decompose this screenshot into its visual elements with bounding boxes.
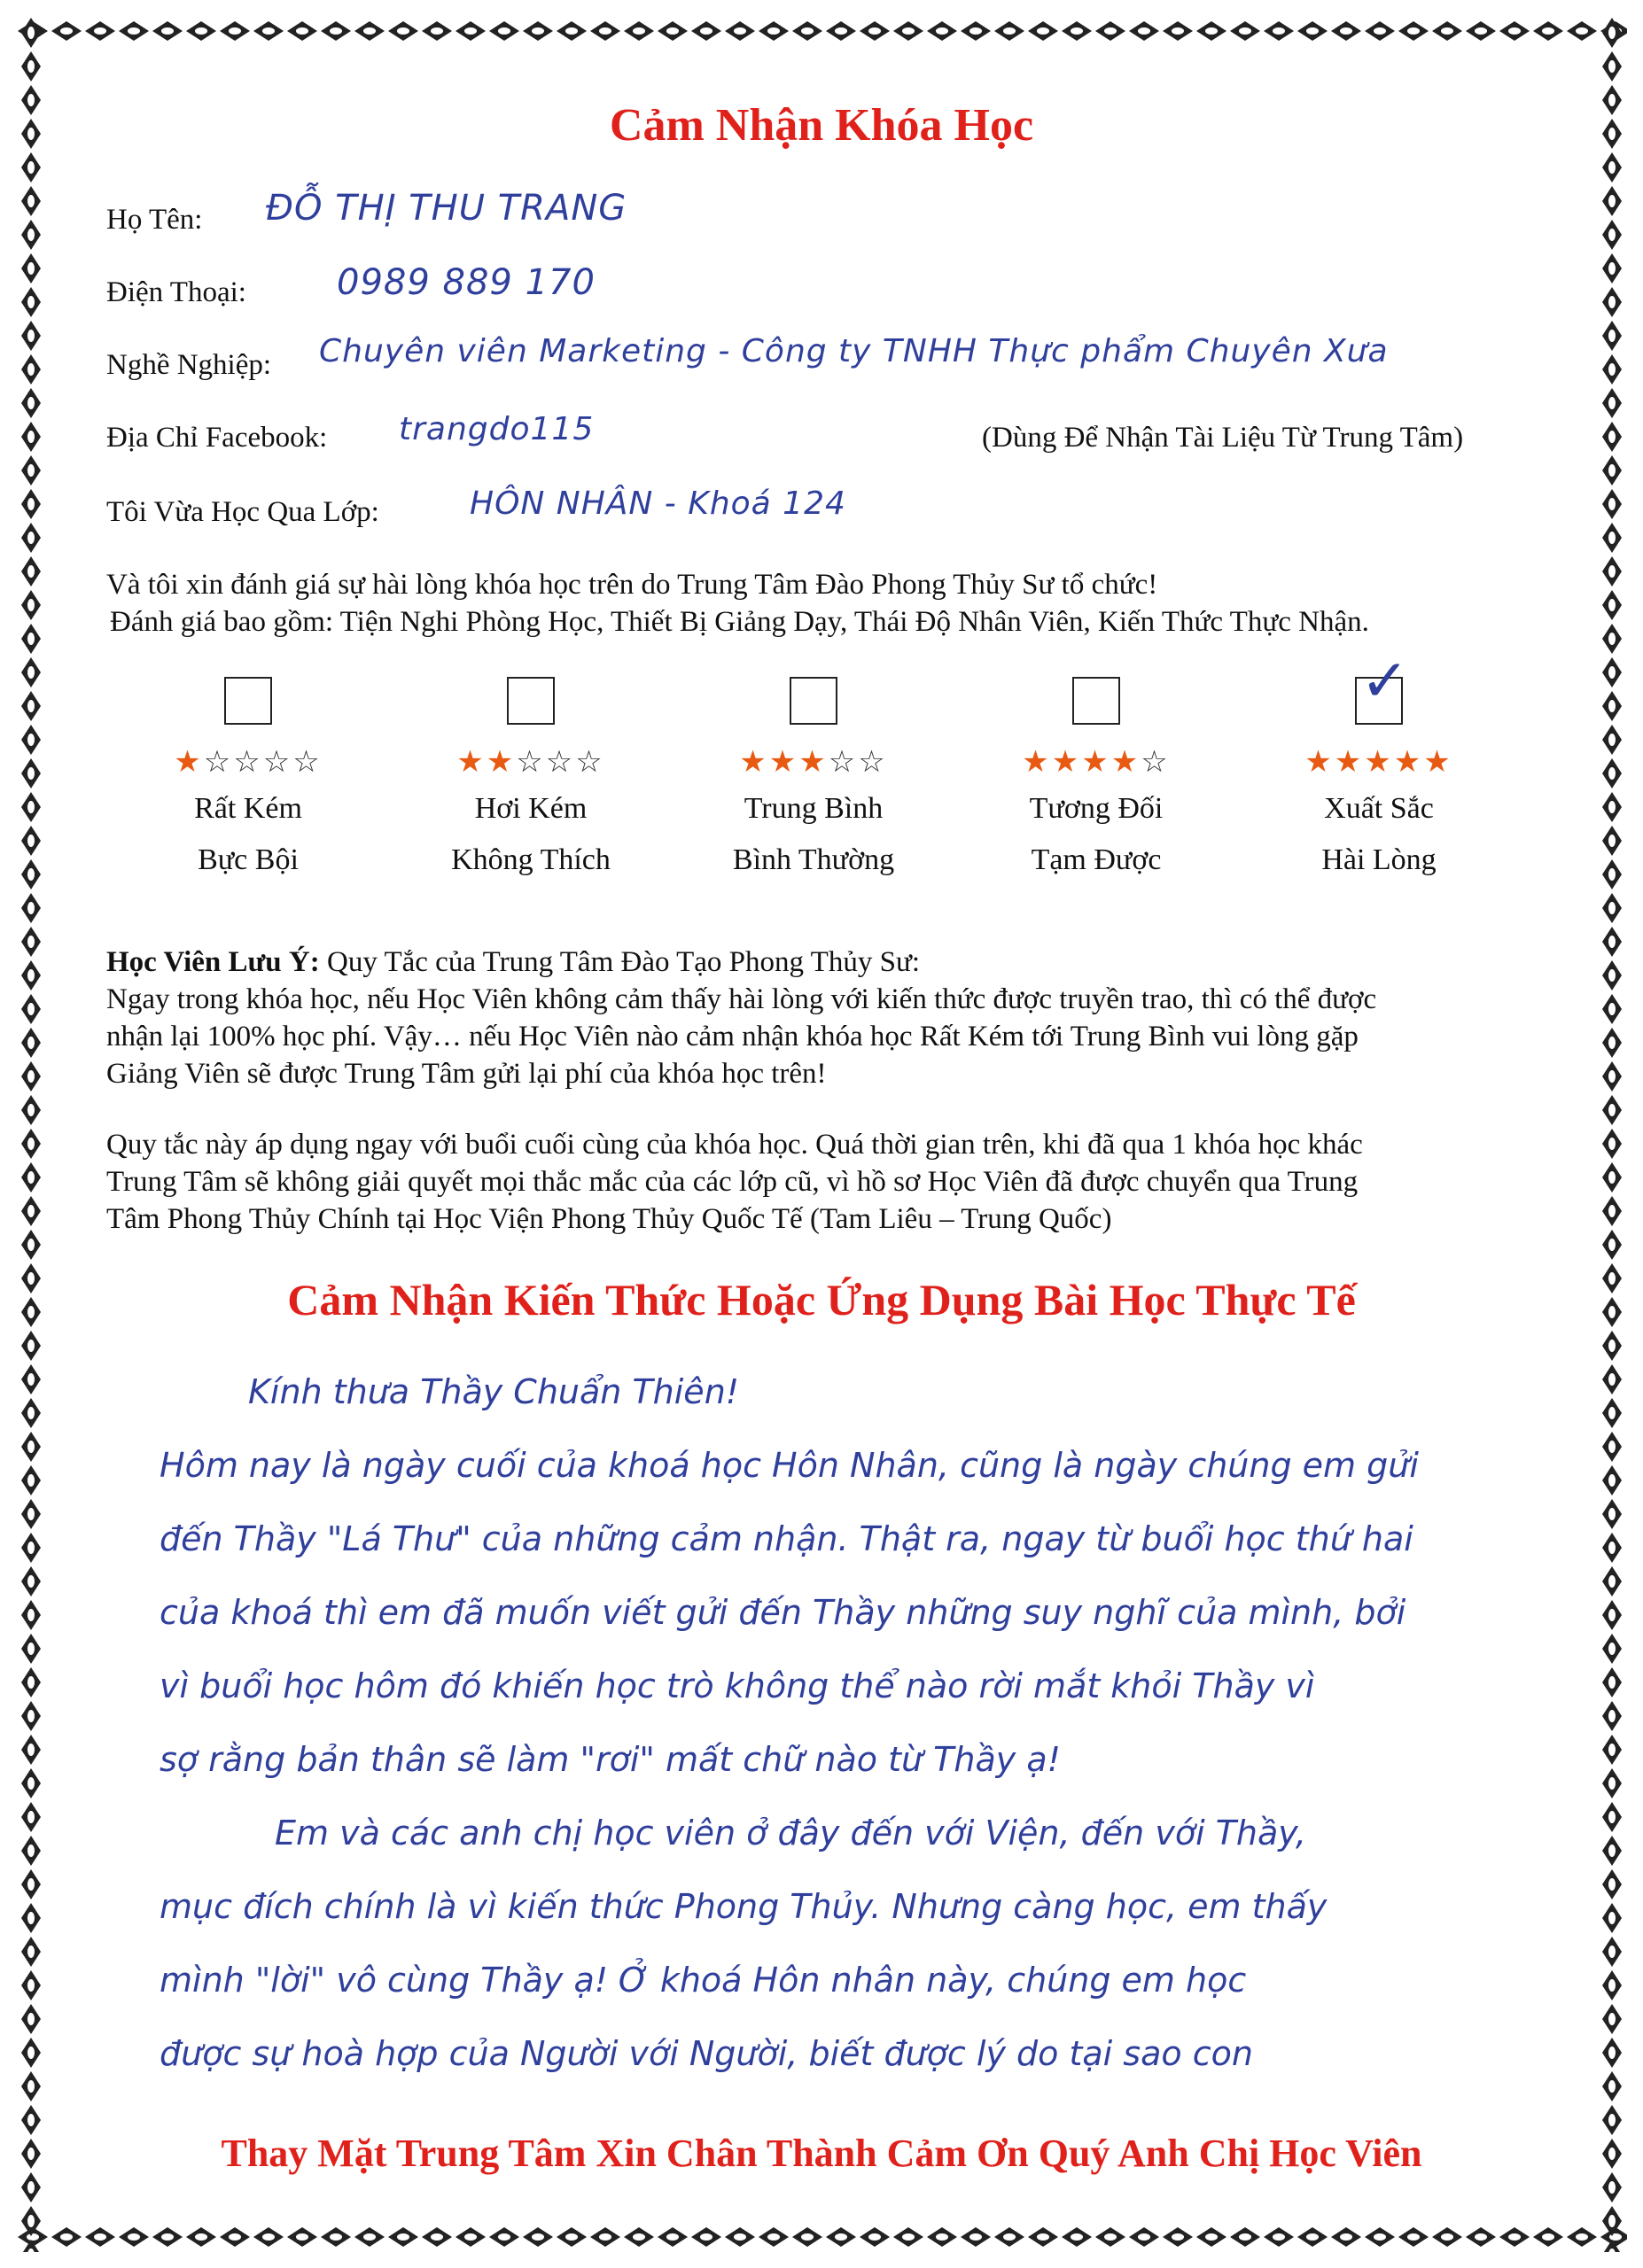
- name-label: Họ Tên:: [106, 204, 203, 236]
- notice-p2-line2: Trung Tâm sẽ không giải quyết mọi thắc mắc của các lớp cũ, vì hồ sơ Học Viên đã được chuyển qua Trung: [106, 1166, 1359, 1198]
- star-rating-1: ★☆☆☆☆: [174, 744, 323, 780]
- notice-p2-line3: Tâm Phong Thủy Chính tại Học Viện Phong Thủy Quốc Tế (Tam Liêu – Trung Quốc): [106, 1203, 1112, 1235]
- facebook-label: Địa Chỉ Facebook:: [106, 422, 328, 454]
- rating-checkbox-1[interactable]: [224, 677, 272, 725]
- rating-checkbox-5[interactable]: [1355, 647, 1410, 725]
- letter-line: đến Thầy "Lá Thư" của những cảm nhận. Thật ra, ngay từ buổi học thứ hai: [160, 1519, 1413, 1558]
- letter-line: sợ rằng bản thân sẽ làm "rơi" mất chữ nào từ Thầy ạ!: [160, 1740, 1061, 1779]
- star-rating-3: ★★★☆☆: [739, 744, 888, 780]
- letter-line: vì buổi học hôm đó khiến học trò không thể nào rời mắt khỏi Thầy vì: [160, 1666, 1315, 1705]
- footer-thanks: Thay Mặt Trung Tâm Xin Chân Thành Cảm Ơn Quý Anh Chị Học Viên: [221, 2132, 1422, 2175]
- star-rating-2: ★★☆☆☆: [456, 744, 605, 780]
- star-rating-4: ★★★★☆: [1022, 744, 1171, 780]
- notice-p1-line1: Ngay trong khóa học, nếu Học Viên không cảm thấy hài lòng với kiến thức được truyền trao, thì có thể được: [106, 983, 1377, 1015]
- rating-intro-line2: Đánh giá bao gồm: Tiện Nghi Phòng Học, Thiết Bị Giảng Dạy, Thái Độ Nhân Viên, Kiến Thức Thực Nhận.: [110, 606, 1369, 638]
- rating-option-4[interactable]: [950, 677, 1242, 877]
- rating-label-4: Tương Đối: [1029, 792, 1164, 825]
- class-value[interactable]: HÔN NHÂN - Khoá 124: [470, 485, 846, 522]
- letter-line: mình "lời" vô cùng Thầy ạ! Ở khoá Hôn nhân này, chúng em học: [160, 1961, 1247, 2000]
- letter-line: Hôm nay là ngày cuối của khoá học Hôn Nhân, cũng là ngày chúng em gửi: [160, 1446, 1419, 1485]
- rating-checkbox-3[interactable]: [790, 677, 837, 725]
- section-title: Cảm Nhận Kiến Thức Hoặc Ứng Dụng Bài Học Thực Tế: [287, 1275, 1356, 1324]
- job-label: Nghề Nghiệp:: [106, 349, 272, 381]
- star-rating-5: ★★★★★: [1304, 744, 1453, 780]
- rating-label-3: Trung Bình: [744, 792, 884, 825]
- notice-p1-line2: nhận lại 100% học phí. Vậy… nếu Học Viên nào cảm nhận khóa học Rất Kém tới Trung Bình vui lòng gặp: [106, 1021, 1359, 1052]
- checkmark-icon: ✓: [1360, 647, 1410, 715]
- rating-sublabel-3: Bình Thường: [732, 843, 895, 876]
- class-label: Tôi Vừa Học Qua Lớp:: [106, 496, 379, 528]
- border-bottom: [16, 2222, 1627, 2252]
- notice-heading-line: [106, 944, 920, 980]
- border-top: [16, 16, 1627, 46]
- page-title: Cảm Nhận Khóa Học: [609, 100, 1034, 151]
- rating-sublabel-4: Tạm Được: [1031, 843, 1162, 876]
- notice-p2-line1: Quy tắc này áp dụng ngay với buổi cuối cùng của khóa học. Quá thời gian trên, khi đã qua 1 khóa học khác: [106, 1129, 1363, 1161]
- rating-sublabel-1: Bực Bội: [198, 843, 299, 876]
- rating-option-3[interactable]: [667, 677, 960, 877]
- job-value[interactable]: Chuyên viên Marketing - Công ty TNHH Thực phẩm Chuyên Xưa: [319, 333, 1389, 369]
- rating-sublabel-5: Hài Lòng: [1321, 843, 1437, 876]
- rating-checkbox-2[interactable]: [507, 677, 555, 725]
- letter-line: của khoá thì em đã muốn viết gửi đến Thầy những suy nghĩ của mình, bởi: [160, 1593, 1406, 1632]
- letter-greeting: Kính thưa Thầy Chuẩn Thiên!: [248, 1372, 740, 1411]
- rating-option-2[interactable]: [385, 677, 677, 877]
- facebook-note: (Dùng Để Nhận Tài Liệu Từ Trung Tâm): [982, 422, 1464, 454]
- rating-option-5[interactable]: [1233, 647, 1525, 877]
- handwritten-letter[interactable]: [160, 1355, 1489, 2091]
- letter-line: được sự hoà hợp của Người với Người, biết được lý do tại sao con: [160, 2034, 1253, 2073]
- rating-option-1[interactable]: [102, 677, 394, 877]
- border-right: [1597, 16, 1627, 2252]
- letter-line: Em và các anh chị học viên ở đây đến với Viện, đến với Thầy,: [275, 1814, 1306, 1852]
- facebook-value[interactable]: trangdo115: [399, 411, 595, 447]
- rating-label-5: Xuất Sắc: [1324, 792, 1434, 825]
- letter-line: mục đích chính là vì kiến thức Phong Thủy. Nhưng càng học, em thấy: [160, 1887, 1328, 1926]
- name-value[interactable]: ĐỖ THỊ THU TRANG: [266, 188, 627, 229]
- rating-intro-line1: Và tôi xin đánh giá sự hài lòng khóa học trên do Trung Tâm Đào Phong Thủy Sư tổ chức!: [106, 569, 1158, 601]
- rating-label-2: Hơi Kém: [474, 792, 588, 825]
- notice-heading: Học Viên Lưu Ý:: [106, 946, 320, 978]
- phone-value[interactable]: 0989 889 170: [337, 262, 596, 303]
- notice-heading-rest: Quy Tắc của Trung Tâm Đào Tạo Phong Thủy Sư:: [319, 946, 920, 978]
- rating-label-1: Rất Kém: [194, 792, 302, 825]
- phone-label: Điện Thoại:: [106, 276, 246, 308]
- notice-p1-line3: Giảng Viên sẽ được Trung Tâm gửi lại phí của khóa học trên!: [106, 1058, 827, 1090]
- rating-checkbox-4[interactable]: [1072, 677, 1120, 725]
- rating-sublabel-2: Không Thích: [451, 843, 611, 876]
- border-left: [16, 16, 46, 2252]
